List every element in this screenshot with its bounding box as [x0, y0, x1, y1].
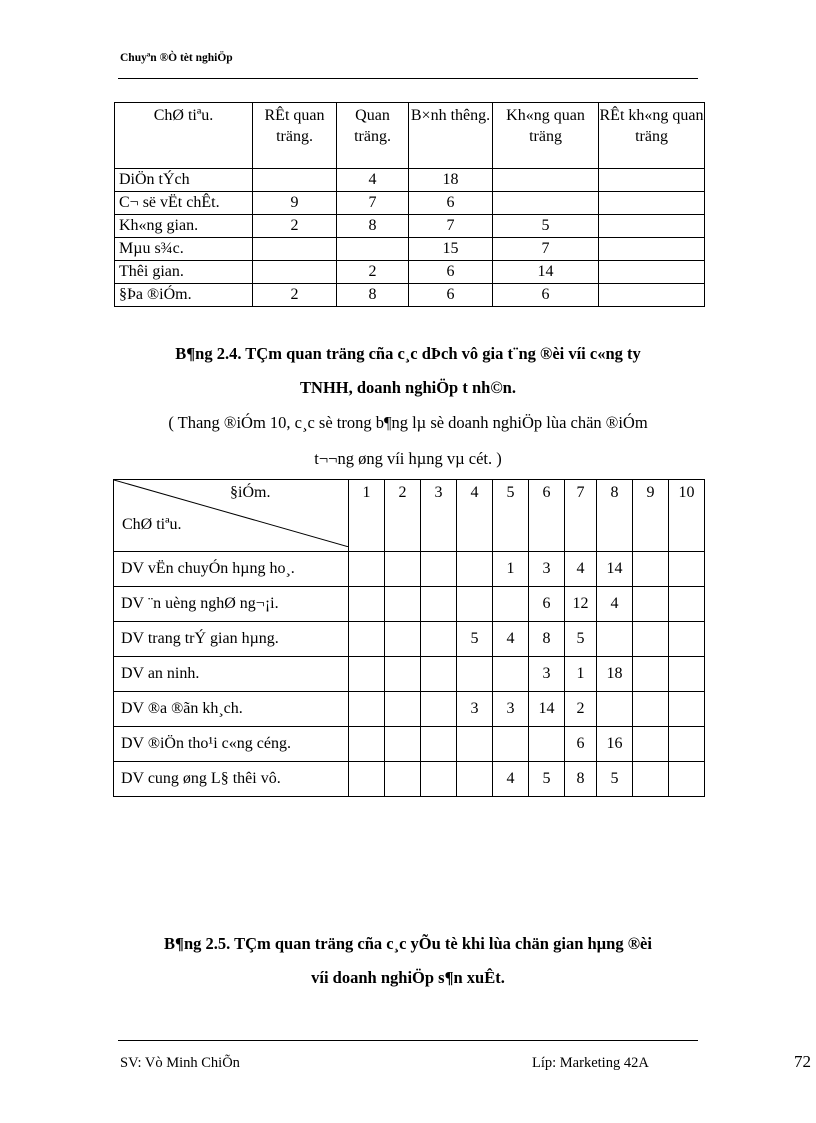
table-cell: [669, 657, 705, 692]
table-cell: [633, 727, 669, 762]
table-cell: 14: [597, 552, 633, 587]
table-cell: [633, 587, 669, 622]
table-cell: [253, 238, 337, 261]
table-cell: 15: [409, 238, 493, 261]
table-cell: 14: [529, 692, 565, 727]
table-cell: [421, 552, 457, 587]
table-cell: 2: [253, 284, 337, 307]
table-cell: [599, 261, 705, 284]
row-label: DV ®a ®ãn kh¸ch.: [114, 692, 349, 727]
caption-note-line2: t¬¬ng øng víi hµng vµ cét. ): [314, 449, 502, 468]
table-cell: 18: [409, 169, 493, 192]
table-cell: [385, 762, 421, 797]
table-cell: 7: [493, 238, 599, 261]
table-cell: [529, 727, 565, 762]
table-cell: [349, 692, 385, 727]
table-cell: 4: [493, 762, 529, 797]
table-cell: [457, 657, 493, 692]
table-row: [115, 169, 705, 192]
row-label: DV trang trÝ gian hµng.: [114, 622, 349, 657]
table-cell: [669, 552, 705, 587]
table-row: [114, 727, 705, 762]
table-cell: 12: [565, 587, 597, 622]
table-cell: [597, 622, 633, 657]
table-cell: [633, 552, 669, 587]
table-cell: [599, 238, 705, 261]
table-cell: [493, 587, 529, 622]
table-row: [115, 192, 705, 215]
table-cell: [457, 587, 493, 622]
table-cell: 1: [493, 552, 529, 587]
score-header-cell: 6: [529, 480, 565, 552]
table-cell: [669, 587, 705, 622]
row-label: DV ¨n uèng nghØ ng¬¡i.: [114, 587, 349, 622]
table-row: [115, 238, 705, 261]
table-cell: [385, 657, 421, 692]
criteria-axis-label: ChØ tiªu.: [122, 516, 182, 533]
table-row: [115, 215, 705, 238]
table-cell: [385, 622, 421, 657]
table-cell: [669, 727, 705, 762]
table-cell: 5: [529, 762, 565, 797]
score-header-cell: 10: [669, 480, 705, 552]
table-cell: [633, 762, 669, 797]
table-cell: [669, 692, 705, 727]
table-cell: [493, 169, 599, 192]
table-row: [114, 692, 705, 727]
table-cell: [253, 169, 337, 192]
score-header-cell: 8: [597, 480, 633, 552]
table-cell: 6: [493, 284, 599, 307]
score-header-cell: 7: [565, 480, 597, 552]
table-cell: 5: [565, 622, 597, 657]
table-cell: [385, 692, 421, 727]
table-cell: 8: [337, 284, 409, 307]
table-cell: 3: [529, 657, 565, 692]
table-row: [114, 552, 705, 587]
table-cell: [385, 587, 421, 622]
table-cell: [599, 284, 705, 307]
table-cell: [253, 261, 337, 284]
table-row: [114, 587, 705, 622]
footer-student: SV: Vò Minh ChiÕn: [120, 1055, 240, 1071]
table-cell: 14: [493, 261, 599, 284]
table-cell: [493, 727, 529, 762]
table-cell: [421, 762, 457, 797]
caption-note-line1: ( Thang ®iÓm 10, c¸c sè trong b¶ng lµ sè doanh nghiÖp lùa chän ®iÓm: [168, 413, 648, 432]
table-cell: 1: [565, 657, 597, 692]
caption-table-2-4-line2: TNHH, doanh nghiÖp t nh©n.: [300, 378, 516, 397]
table-row: [114, 657, 705, 692]
table-cell: [421, 727, 457, 762]
col-header-very-important: RÊt quan träng.: [253, 103, 337, 169]
diagonal-header-cell: [114, 480, 349, 552]
table-cell: [337, 238, 409, 261]
table-cell: 3: [457, 692, 493, 727]
table-cell: 4: [493, 622, 529, 657]
table-cell: 4: [565, 552, 597, 587]
table-cell: [349, 622, 385, 657]
table-cell: 2: [253, 215, 337, 238]
table-cell: [457, 727, 493, 762]
table-cell: 8: [529, 622, 565, 657]
table-cell: 9: [253, 192, 337, 215]
table-cell: 8: [337, 215, 409, 238]
table-cell: 18: [597, 657, 633, 692]
score-header-cell: 1: [349, 480, 385, 552]
table-cell: 8: [565, 762, 597, 797]
col-header-very-not-important: RÊt kh«ng quan träng: [599, 103, 705, 169]
row-label: DiÖn tÝch: [115, 169, 253, 192]
score-header-cell: 2: [385, 480, 421, 552]
row-label: §Þa ®iÓm.: [115, 284, 253, 307]
table-header-row: [114, 480, 705, 552]
row-label: C¬ së vËt chÊt.: [115, 192, 253, 215]
table-cell: 5: [493, 215, 599, 238]
service-score-table: [113, 479, 705, 797]
table-cell: [633, 657, 669, 692]
table-cell: [669, 762, 705, 797]
caption-table-2-4-line1: B¶ng 2.4. TÇm quan träng cña c¸c dÞch vô gia t¨ng ®èi víi c«ng ty: [175, 344, 641, 363]
table-cell: [597, 692, 633, 727]
table-row: [114, 762, 705, 797]
col-header-important: Quan träng.: [337, 103, 409, 169]
table-cell: [633, 692, 669, 727]
col-header-not-important: Kh«ng quan träng: [493, 103, 599, 169]
table-row: [115, 261, 705, 284]
footer-rule: [118, 1040, 698, 1041]
page-number: 72: [794, 1052, 811, 1071]
row-label: DV an ninh.: [114, 657, 349, 692]
table-row: [114, 622, 705, 657]
table-cell: 4: [337, 169, 409, 192]
table-cell: [457, 762, 493, 797]
table-cell: 4: [597, 587, 633, 622]
table-row: [115, 284, 705, 307]
table-cell: [349, 587, 385, 622]
row-label: DV vËn chuyÓn hµng ho¸.: [114, 552, 349, 587]
table-cell: [457, 552, 493, 587]
criteria-rating-table: [114, 102, 705, 307]
table-cell: [421, 587, 457, 622]
table-cell: 6: [409, 192, 493, 215]
score-header-cell: 4: [457, 480, 493, 552]
table-cell: [421, 657, 457, 692]
score-header-cell: 3: [421, 480, 457, 552]
table-cell: 3: [529, 552, 565, 587]
table-cell: 6: [565, 727, 597, 762]
caption-table-2-5-line1: B¶ng 2.5. TÇm quan träng cña c¸c yÕu tè khi lùa chän gian hµng ®èi: [164, 934, 652, 953]
table-cell: 2: [337, 261, 409, 284]
table-cell: 7: [337, 192, 409, 215]
row-label: DV ®iÖn tho¹i c«ng céng.: [114, 727, 349, 762]
table-cell: [421, 622, 457, 657]
table-cell: 6: [529, 587, 565, 622]
caption-table-2-5-line2: víi doanh nghiÖp s¶n xuÊt.: [311, 968, 505, 987]
table-cell: [493, 192, 599, 215]
table-cell: [349, 727, 385, 762]
table-header-row: [115, 103, 705, 169]
header-rule: [118, 78, 698, 79]
table-cell: 6: [409, 284, 493, 307]
table-cell: [349, 762, 385, 797]
table-cell: [599, 215, 705, 238]
table-cell: [669, 622, 705, 657]
footer-class: Líp: Marketing 42A: [532, 1055, 649, 1071]
table-cell: [349, 552, 385, 587]
table-cell: 5: [457, 622, 493, 657]
row-label: Mµu s¾c.: [115, 238, 253, 261]
table-cell: [349, 657, 385, 692]
col-header-normal: B×nh thêng.: [409, 103, 493, 169]
row-label: Thêi gian.: [115, 261, 253, 284]
table-cell: [599, 169, 705, 192]
table-cell: 16: [597, 727, 633, 762]
table-cell: 7: [409, 215, 493, 238]
table-cell: 3: [493, 692, 529, 727]
row-label: Kh«ng gian.: [115, 215, 253, 238]
table-cell: 2: [565, 692, 597, 727]
running-header: Chuyªn ®Ò tèt nghiÖp: [120, 52, 233, 64]
table-cell: [633, 622, 669, 657]
table-cell: [421, 692, 457, 727]
score-axis-label: §iÓm.: [230, 484, 271, 501]
score-header-cell: 5: [493, 480, 529, 552]
table-cell: [493, 657, 529, 692]
row-label: DV cung øng L§ thêi vô.: [114, 762, 349, 797]
table-cell: [385, 552, 421, 587]
table-cell: [385, 727, 421, 762]
col-header-criteria: ChØ tiªu.: [115, 103, 253, 169]
table-cell: 5: [597, 762, 633, 797]
table-cell: 6: [409, 261, 493, 284]
score-header-cell: 9: [633, 480, 669, 552]
table-cell: [599, 192, 705, 215]
